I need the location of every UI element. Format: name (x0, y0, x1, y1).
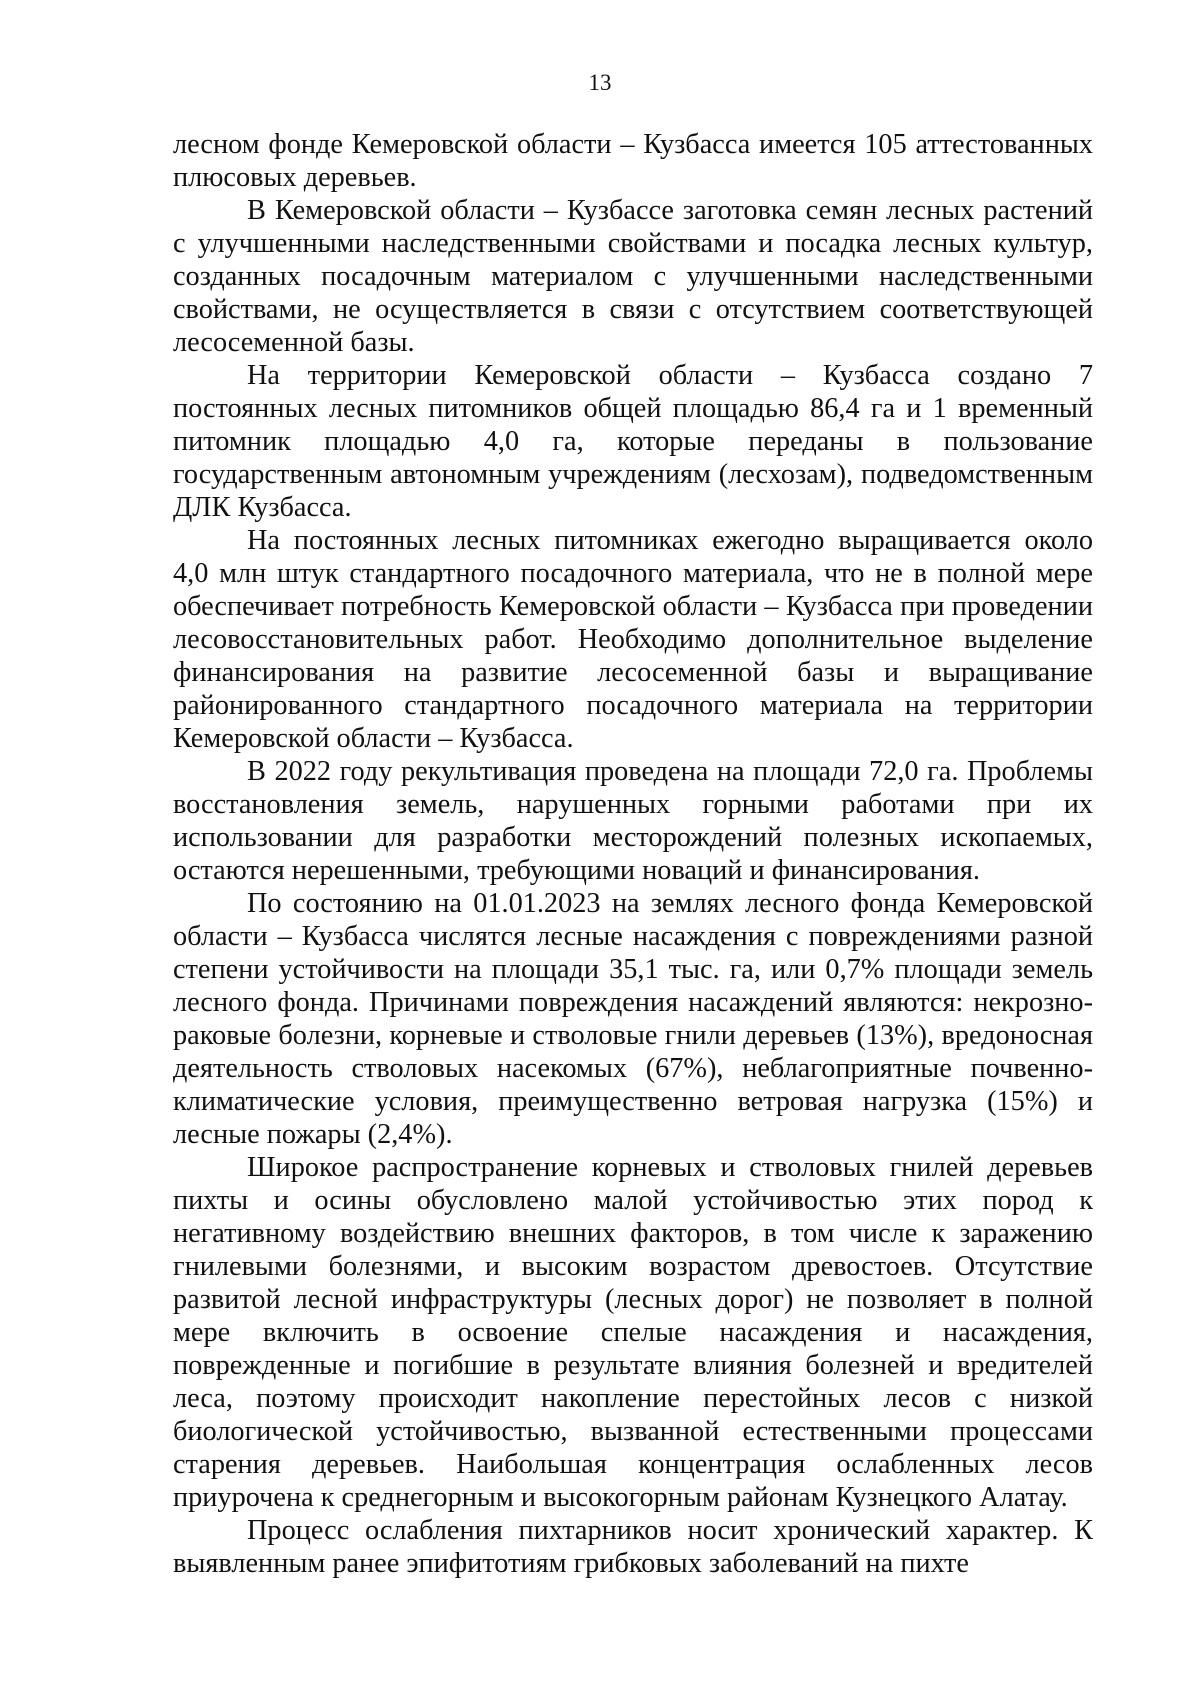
paragraph-7: Широкое распространение корневых и стволовых гнилей деревьев пихты и осины обусловлено малой устойчивостью этих пород к негативному воздействию внешних факторов, в том числе к заражению гнилевыми болезнями, и высоким возрастом древостоев. Отсутствие развитой лесной инфраструктуры (лесных дорог) не позволяет в полной мере включить в освоение спелые насаждения и насаждения, поврежденные и погибшие в результате влияния болезней и вредителей леса, поэтому происходит накопление перестойных лесов с низкой биологической устойчивостью, вызванной естественными процессами старения деревьев. Наибольшая концентрация ослабленных лесов приурочена к среднегорным и высокогорным районам Кузнецкого Алатау. (173, 1152, 1093, 1513)
page-number: 13 (588, 70, 612, 95)
paragraph-6: По состоянию на 01.01.2023 на землях лесного фонда Кемеровской области – Кузбасса числятся лесные насаждения с повреждениями разной степени устойчивости на площади 35,1 тыс. га, или 0,7% площади земель лесного фонда. Причинами повреждения насаждений являются: некрозно-раковые болезни, корневые и стволовые гнили деревьев (13%), вредоносная деятельность стволовых насекомых (67%), неблагоприятные почвенно-климатические условия, преимущественно ветровая нагрузка (15%) и лесные пожары (2,4%). (173, 888, 1093, 1150)
paragraph-4: На постоянных лесных питомниках ежегодно выращивается около 4,0 млн штук стандартного посадочного материала, что не в полной мере обеспечивает потребность Кемеровской области – Кузбасса при проведении лесовосстановительных работ. Необходимо дополнительное выделение финансирования на развитие лесосеменной базы и выращивание районированного стандартного посадочного материала на территории Кемеровской области – Кузбасса. (173, 525, 1093, 754)
paragraph-2: В Кемеровской области – Кузбассе заготовка семян лесных растений с улучшенными наследственными свойствами и посадка лесных культур, созданных посадочным материалом с улучшенными наследственными свойствами, не осуществляется в связи с отсутствием соответствующей лесосеменной базы. (173, 195, 1093, 358)
document-body (173, 128, 1093, 1580)
paragraph-1: лесном фонде Кемеровской области – Кузбасса имеется 105 аттестованных плюсовых деревьев. (173, 129, 1093, 193)
paragraph-8: Процесс ослабления пихтарников носит хронический характер. К выявленным ранее эпифитотиям грибковых заболеваний на пихте (173, 1515, 1093, 1579)
paragraph-5: В 2022 году рекультивация проведена на площади 72,0 га. Проблемы восстановления земель, нарушенных горными работами при их использовании для разработки месторождений полезных ископаемых, остаются нерешенными, требующими новаций и финансирования. (173, 756, 1093, 886)
paragraph-3: На территории Кемеровской области – Кузбасса создано 7 постоянных лесных питомников общей площадью 86,4 га и 1 временный питомник площадью 4,0 га, которые переданы в пользование государственным автономным учреждениям (лесхозам), подведомственным ДЛК Кузбасса. (173, 360, 1093, 523)
